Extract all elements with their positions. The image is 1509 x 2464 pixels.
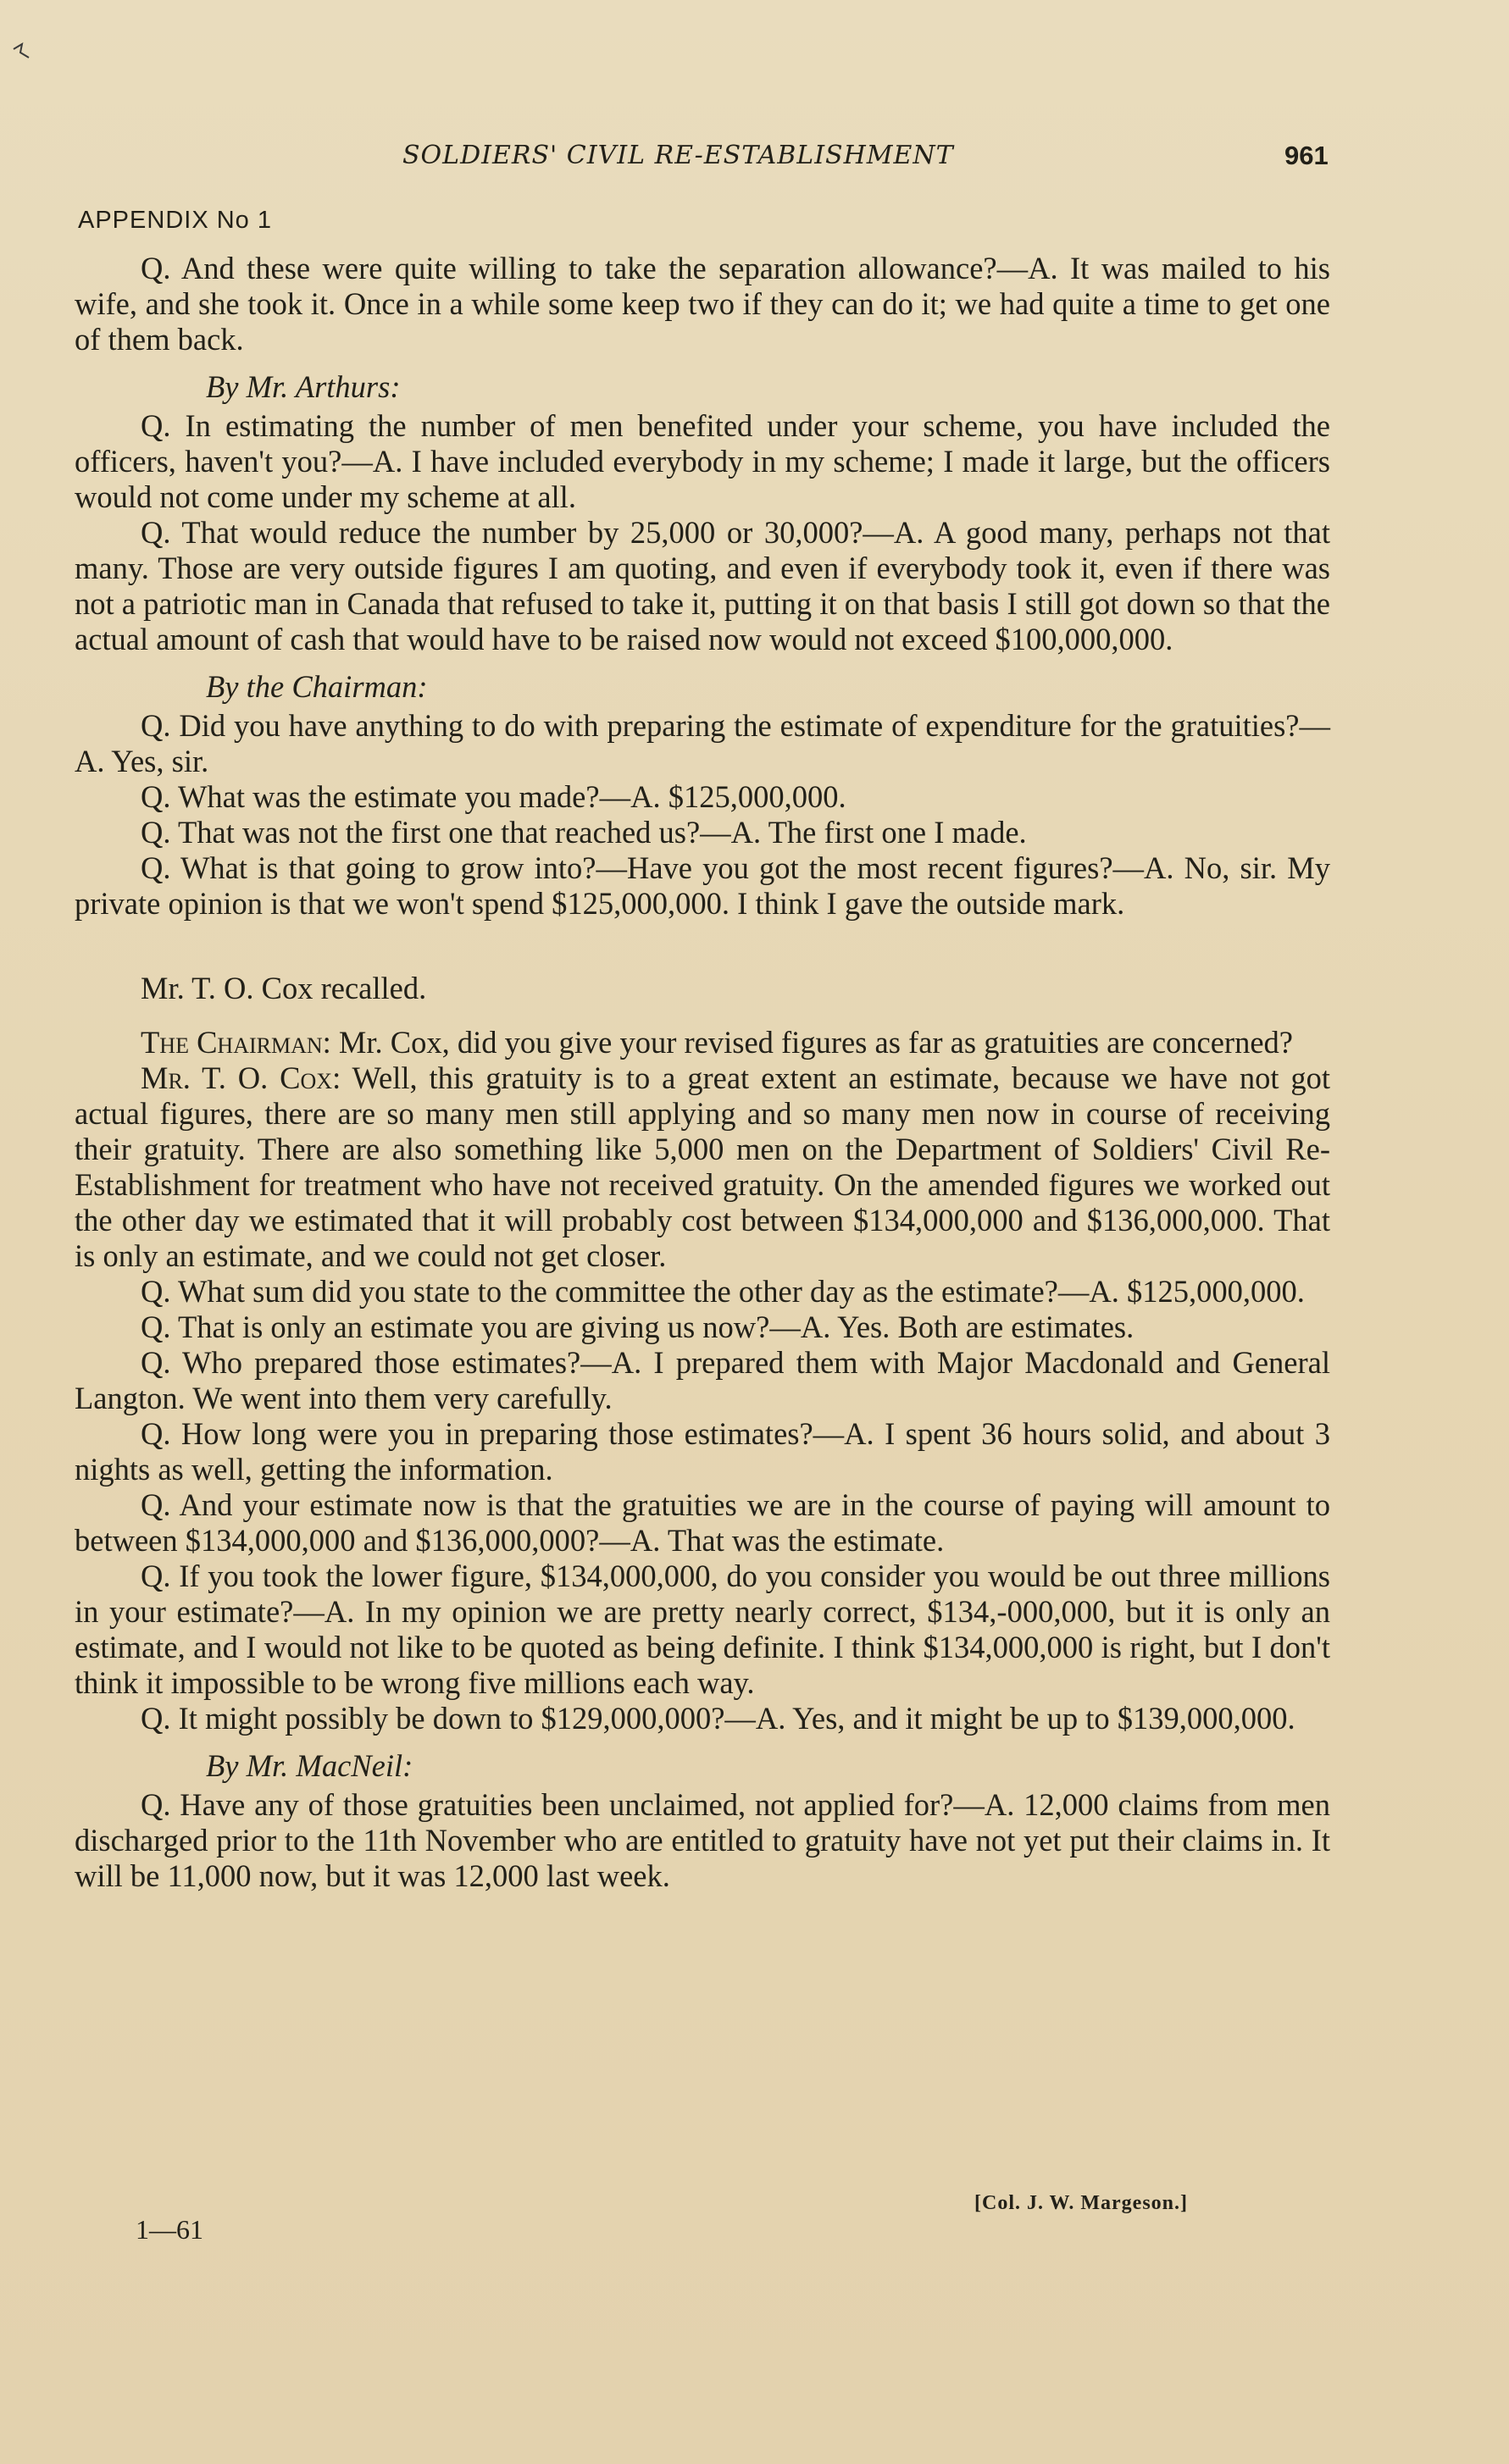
paragraph: Q. Have any of those gratuities been unclaimed, not applied for?—A. 12,000 claims from men discharged prior to the 11th November who are entitled to gratuity have not yet put their claims in. It will be 11,000 now, but it was 12,000 last week. (75, 1787, 1330, 1893)
running-header-title: SOLDIERS' CIVIL RE-ESTABLISHMENT (402, 141, 954, 170)
body-text (75, 251, 1330, 1894)
speaker-heading: By Mr. Arthurs: (206, 369, 401, 404)
paragraph: Q. That was not the first one that reached us?—A. The first one I made. (141, 815, 1027, 850)
paragraph-chairman (75, 1025, 1330, 1060)
speaker-heading: By the Chairman: (206, 669, 428, 704)
speaker-chairman: The Chairman (141, 1025, 323, 1060)
witness-recalled: Mr. T. O. Cox recalled. (141, 971, 427, 1005)
printer-signature: 1—61 (136, 2214, 203, 2245)
paragraph-cox (75, 1060, 1330, 1274)
paragraph: Q. And these were quite willing to take the separation allowance?—A. It was mailed to his wife, and she took it. Once in a while some keep two if they can do it; we had quite a time to get one of them back. (75, 251, 1330, 357)
witness-attribution: [Col. J. W. Margeson.] (974, 2192, 1188, 2214)
page-number: 961 (1284, 141, 1329, 170)
speaker-cox: Mr. T. O. Cox (141, 1060, 333, 1095)
paragraph: Q. What sum did you state to the committee the other day as the estimate?—A. $125,000,000. (141, 1274, 1305, 1309)
paragraph: Q. Did you have anything to do with preparing the estimate of expenditure for the gratuities?—A. Yes, sir. (75, 708, 1330, 778)
paragraph: Q. It might possibly be down to $129,000,000?—A. Yes, and it might be up to $139,000,000. (141, 1701, 1295, 1736)
appendix-label: APPENDIX No 1 (78, 207, 272, 234)
paragraph: Q. In estimating the number of men benefited under your scheme, you have included the officers, haven't you?—A. I have included everybody in my scheme; I made it large, but the officers would not come under my scheme at all. (75, 408, 1330, 514)
paragraph: Q. And your estimate now is that the gratuities we are in the course of paying will amount to between $134,000,000 and $136,000,000?—A. That was the estimate. (75, 1487, 1330, 1558)
chairman-text: : Mr. Cox, did you give your revised figures as far as gratuities are concerned? (322, 1025, 1293, 1060)
paragraph: Q. Who prepared those estimates?—A. I prepared them with Major Macdonald and General Langton. We went into them very carefully. (75, 1345, 1330, 1415)
cox-text: : Well, this gratuity is to a great extent an estimate, because we have not got actual figures, there are so many men still applying and so many men now in course of receiving their gratuity. There are also something like 5,000 men on the Department of Soldiers' Civil Re-Establishment for treatment who have not received gratuity. On the amended figures we worked out the other day we estimated that it will probably cost between $134,000,000 and $136,000,000. That is only an estimate, and we could not get closer. (75, 1060, 1331, 1273)
paragraph: Q. If you took the lower figure, $134,000,000, do you consider you would be out three millions in your estimate?—A. In my opinion we are pretty nearly correct, $134,-000,000, but it is only an estimate, and I would not like to be quoted as being definite. I think $134,000,000 is right, but I don't think it impossible to be wrong five millions each way. (75, 1559, 1330, 1700)
paragraph: Q. That is only an estimate you are giving us now?—A. Yes. Both are estimates. (141, 1310, 1135, 1344)
paragraph: Q. That would reduce the number by 25,000 or 30,000?—A. A good many, perhaps not that many. Those are very outside figures I am quoting, and even if everybody took it, even if there was not a patriotic man in Canada that refused to take it, putting it on that basis I still got down so that the actual amount of cash that would have to be raised now would not exceed $100,000,000. (75, 515, 1330, 656)
paragraph: Q. How long were you in preparing those estimates?—A. I spent 36 hours solid, and about 3 nights as well, getting the information. (75, 1416, 1330, 1487)
paragraph: Q. What was the estimate you made?—A. $125,000,000. (141, 779, 846, 814)
speaker-heading: By Mr. MacNeil: (206, 1748, 413, 1783)
corner-mark-icon (10, 41, 34, 64)
paragraph: Q. What is that going to grow into?—Have you got the most recent figures?—A. No, sir. My private opinion is that we won't spend $125,000,000. I think I gave the outside mark. (75, 850, 1330, 921)
